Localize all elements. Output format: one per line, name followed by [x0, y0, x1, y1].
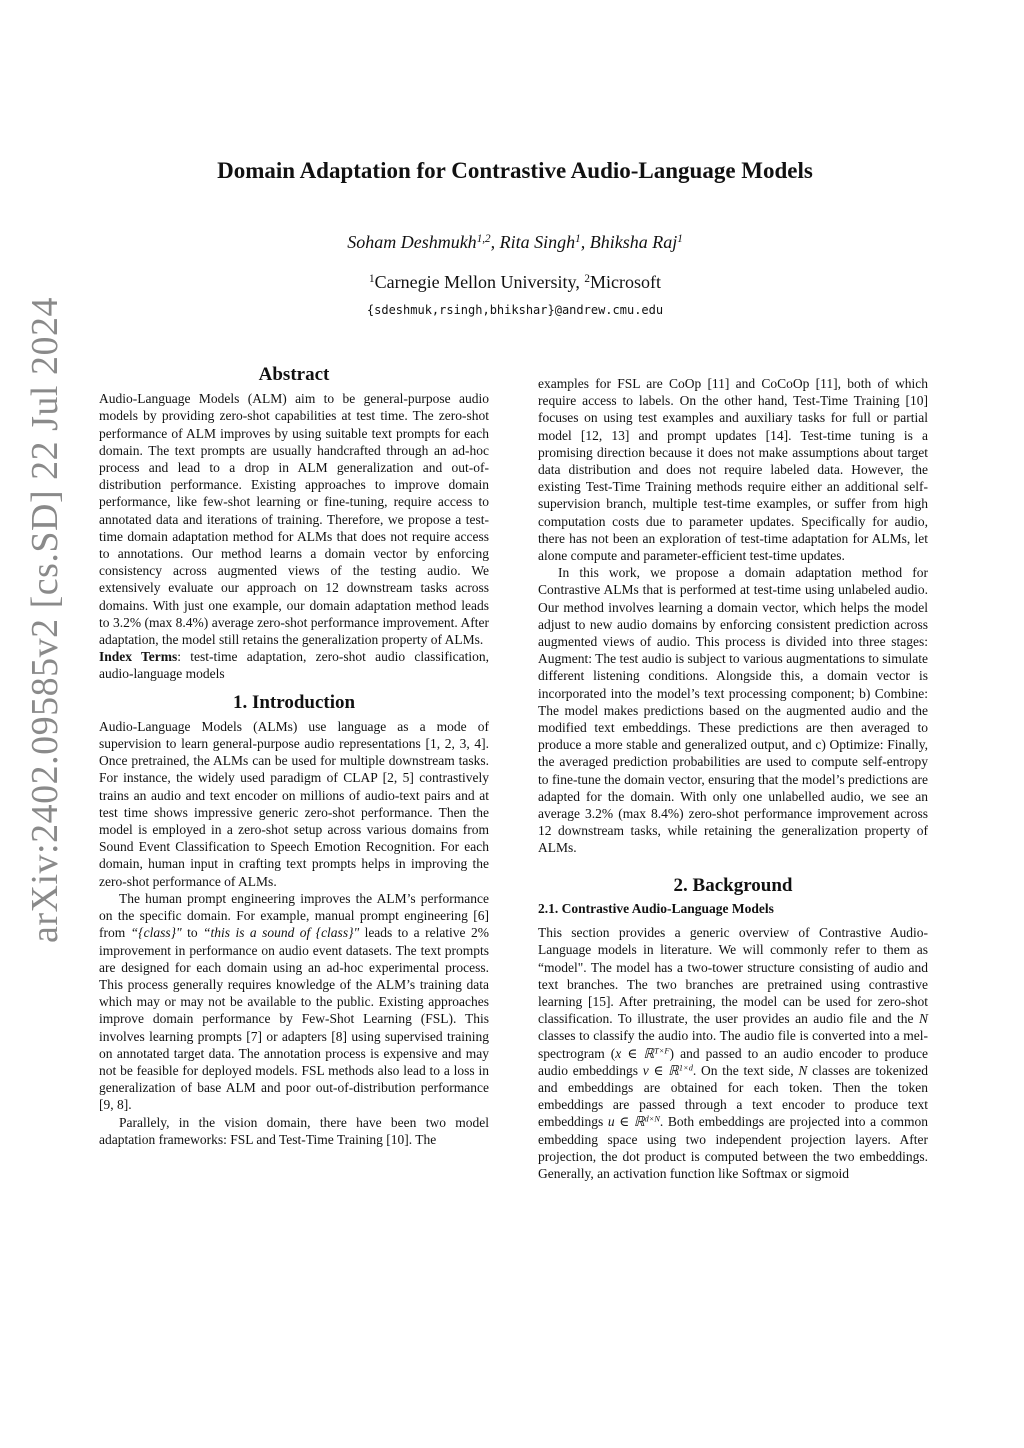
affiliation-name: Carnegie Mellon University: [374, 272, 576, 292]
bg-text-1: This section provides a generic overview of Contrastive Audio-Language models in literature. We will commonly refer to them as “model". The model has a two-tower structure consisting of audio and text branches. The two branches are pretrained using contrastive learning [15]. After pretraining, the model can be used for zero-shot classification. To illustrate, the user provides an audio file and the: [538, 925, 928, 1027]
author-name: Soham Deshmukh: [347, 232, 477, 252]
affiliation-mark: 1: [369, 272, 375, 285]
math-u: u ∈ ℝ: [607, 1114, 645, 1130]
author-email: {sdeshmuk,rsingh,bhikshar}@andrew.cmu.edu: [366, 303, 664, 317]
subsection-heading: 2.1. Contrastive Audio-Language Models: [538, 900, 774, 916]
arxiv-identifier-text: arXiv:2402.09585v2 [cs.SD] 22 Jul 2024: [24, 297, 66, 943]
intro-paragraph-2: [99, 890, 489, 1114]
intro-p2-text-b: to: [181, 925, 204, 941]
bg-text-4: . On the text side,: [692, 1062, 799, 1078]
math-v: v ∈ ℝ: [642, 1062, 679, 1078]
author-name: Bhiksha Raj: [589, 232, 678, 252]
background-paragraph: [538, 924, 928, 1182]
math-u-dims: d×N: [644, 1114, 660, 1124]
math-N: N: [918, 1011, 928, 1027]
prompt-template-quote-2: “this is a sound of {class}": [203, 925, 360, 941]
bg-text-6: . Both embeddings are projected into a common embedding space using two independent projection layers. After projection, the dot product is computed between the two embeddings. Generally, an activation function like Softmax or sigmoid: [538, 1114, 928, 1181]
right-column: [538, 375, 928, 1182]
math-x-dims: T×F: [654, 1045, 670, 1055]
math-N: N: [798, 1062, 808, 1078]
affiliation-separator: ,: [575, 272, 585, 292]
author-affiliation-mark: 1: [575, 232, 581, 245]
author-separator: ,: [490, 232, 500, 252]
intro-paragraph-4: examples for FSL are CoOp [11] and CoCoOp [11], both of which require access to labels. On the other hand, Test-Time Training [10] focuses on using test examples and auxiliary tasks for full or partial model [12, 13] and prompt updates [14]. Test-time tuning is a promising direction because it does not make assumptions about target data distribution and does not require labeled data. However, the existing Test-Time Training methods require either an additional self-supervision branch, multiple test-time examples, or suffer from high computation costs due to parameter updates. Specifically for audio, there has not been an exploration of test-time adaptation for ALMs, let alone compute and parameter-efficient test-time updates.: [538, 376, 928, 564]
affiliation-line: [100, 272, 930, 293]
math-v-dims: 1×d: [678, 1063, 693, 1073]
bg-text-2: classes to classify the audio into. The audio file is converted into a mel-spectrogram (: [538, 1028, 928, 1061]
index-terms: [99, 648, 489, 682]
author-affiliation-mark: 1,2: [476, 232, 491, 245]
prompt-template-quote-1: “{class}": [130, 925, 182, 941]
affiliation-name: Microsoft: [589, 272, 661, 292]
abstract-heading: Abstract: [258, 364, 330, 385]
paper-title: Domain Adaptation for Contrastive Audio-Language Models: [217, 158, 813, 183]
author-list: [100, 232, 930, 253]
intro-paragraph-3: Parallely, in the vision domain, there have been two model adaptation frameworks: FSL and Test-Time Training [10]. The: [99, 1114, 489, 1147]
background-heading: 2. Background: [673, 874, 793, 896]
author-name: Rita Singh: [499, 232, 576, 252]
intro-p2-text-c: leads to a relative 2% improvement in performance on audio event datasets. The text prompts are designed for each domain using an ad-hoc experimental process. This process generally requires knowledge of the ALM’s training data which may or may not be available to the public. Existing approaches improve domain performance by Few-Shot Learning (FSL). This involves learning prompts [7] or adapters [8] using supervised training on annotated target data. The annotation process is expensive and may not be feasible for deployed models. FSL methods also lead to a loss in generalization of base ALM and poor out-of-distribution performance [9, 8].: [99, 925, 489, 1113]
bg-text-5: classes are tokenized and embeddings are obtained for each token. Then the token embeddings are passed through a text encoder to produce text embeddings: [538, 1062, 929, 1130]
introduction-heading: 1. Introduction: [232, 691, 356, 713]
intro-p2-text-a: The human prompt engineering improves the ALM’s performance on the specific domain. For example, manual prompt engineering [6] from: [99, 890, 489, 941]
left-column: [99, 366, 489, 1148]
affiliation-mark: 2: [584, 272, 590, 285]
bg-text-3: ) and passed to an audio encoder to produce audio embeddings: [538, 1045, 929, 1078]
abstract-text: Audio-Language Models (ALM) aim to be general-purpose audio models by providing zero-shot capabilities at test time. The zero-shot performance of ALM improves by using suitable text prompts for each domain. The text prompts are usually handcrafted through an ad-hoc process and lead to a drop in ALM generalization and out-of-distribution performance. Existing approaches to improve domain performance, like few-shot learning or fine-tuning, require access to annotated data and iterations of training. Therefore, we propose a test-time domain adaptation method for ALMs that does not require access to annotations. Our method learns a domain vector by enforcing consistency across augmented views of the testing audio. We extensively evaluate our approach on 12 downstream tasks across domains. With just one example, our domain adaptation method leads to 3.2% (max 8.4%) average zero-shot performance improvement. After adaptation, the model still retains the generalization property of ALMs.: [99, 391, 489, 648]
index-terms-label: Index Terms: [99, 649, 178, 665]
author-affiliation-mark: 1: [677, 232, 683, 245]
arxiv-identifier-stamp: [18, 180, 72, 1060]
math-x: x ∈ ℝ: [615, 1045, 655, 1061]
intro-paragraph-5: In this work, we propose a domain adaptation method for Contrastive ALMs that is performed at test-time using unlabeled audio. Our method involves learning a domain vector, which helps the model adjust to new audio domains by enforcing consistent prediction across augmented views of audio. This process is divided into three stages: Augment: The test audio is subject to various augmentations to simulate different listening conditions. Alongside this, a domain vector is incorporated into the model’s text processing component; b) Combine: The model makes predictions based on the augmented audio and the modified text embeddings. These predictions are then averaged to produce a more stable and generalized output, and c) Optimize: Finally, the averaged prediction probabilities are used to compute self-entropy to fine-tune the domain vector, ensuring that the model’s predictions are adapted for the domain. With only one unlabelled audio, we see an average 3.2% (max 8.4%) zero-shot performance improvement across 12 downstream tasks, while retaining the generalization property of ALMs.: [538, 565, 928, 856]
index-terms-text: : test-time adaptation, zero-shot audio classification, audio-language models: [99, 649, 489, 682]
author-separator: ,: [580, 232, 590, 252]
intro-paragraph-1: Audio-Language Models (ALMs) use language as a mode of supervision to learn general-purpose audio representations [1, 2, 3, 4]. Once pretrained, the ALMs can be used for multiple downstream tasks. For instance, the widely used paradigm of CLAP [2, 5] contrastively trains an audio and text encoder on millions of audio-text pairs and at test time shows impressive generic zero-shot performance. Then the model is employed in a zero-shot setup across various domains from Sound Event Classification to Speech Emotion Recognition. For each domain, human input in crafting text prompts helps in improving the zero-shot performance of ALMs.: [99, 718, 489, 889]
